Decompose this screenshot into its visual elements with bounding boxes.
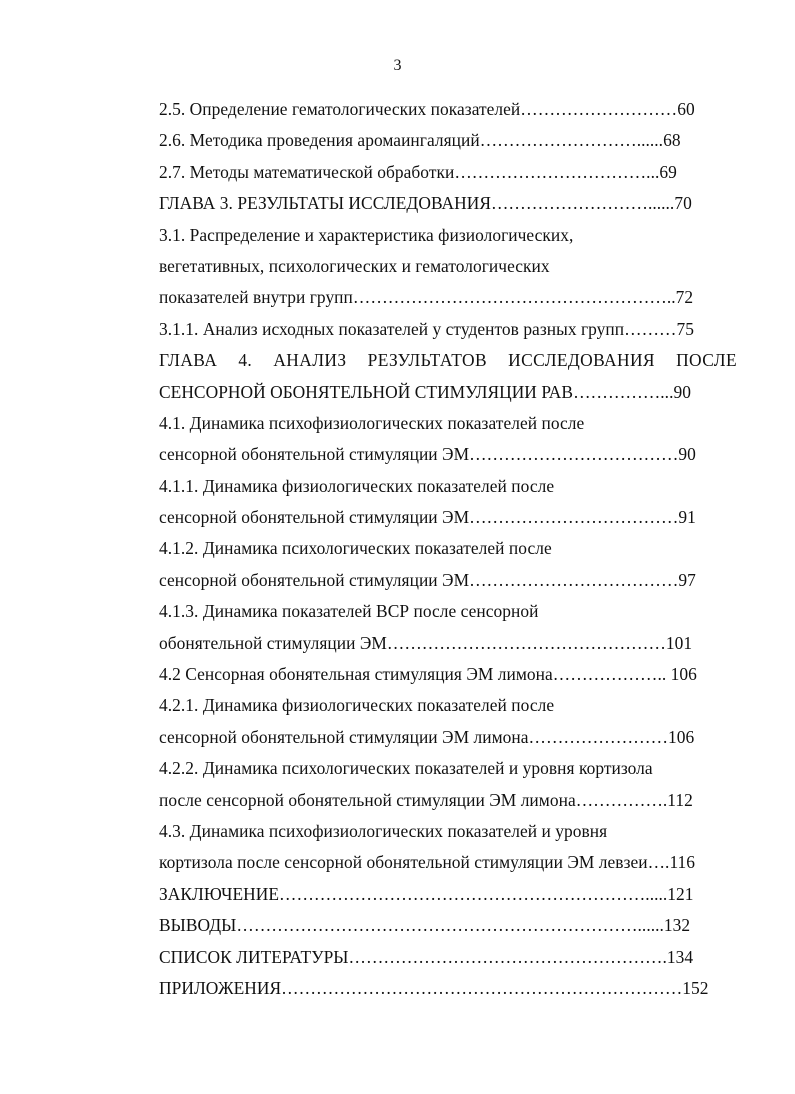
toc-entry: показателей внутри групп………………………………………………..72	[159, 287, 694, 308]
toc-entry: ГЛАВА 4. АНАЛИЗ РЕЗУЛЬТАТОВ ИССЛЕДОВАНИЯ ПОСЛЕ	[159, 350, 737, 371]
toc-entry: 2.7. Методы математической обработки……………………………...69	[159, 161, 677, 182]
toc-entry: сенсорной обонятельной стимуляции ЭМ………………………………91	[159, 507, 696, 528]
toc-entry: 2.6. Методика проведения аромаингаляций………………………......68	[159, 130, 681, 151]
table-of-contents	[159, 94, 737, 1004]
toc-entry: ВЫВОДЫ……………………………………………………………......132	[159, 915, 691, 936]
toc-entry: обонятельной стимуляции ЭМ…………………………………………101	[159, 632, 693, 653]
toc-entry: вегетативных, психологических и гематологических	[159, 255, 550, 276]
toc-entry: 3.1. Распределение и характеристика физиологических,	[159, 224, 574, 245]
toc-entry: кортизола после сенсорной обонятельной стимуляции ЭМ левзеи….116	[159, 852, 696, 873]
toc-entry: 3.1.1. Анализ исходных показателей у студентов разных групп………75	[159, 318, 694, 339]
toc-entry: 4.1.2. Динамика психологических показателей после	[159, 538, 552, 559]
toc-entry: 4.1.1. Динамика физиологических показателей после	[159, 475, 555, 496]
toc-entry: ПРИЛОЖЕНИЯ……………………………………………………………152	[159, 977, 709, 998]
toc-entry: после сенсорной обонятельной стимуляции ЭМ лимона…………….112	[159, 789, 693, 810]
toc-entry: сенсорной обонятельной стимуляции ЭМ………………………………90	[159, 444, 696, 465]
page-number: 3	[393, 57, 402, 74]
toc-entry: 4.3. Динамика психофизиологических показателей и уровня	[159, 820, 608, 841]
toc-entry: 4.2 Сенсорная обонятельная стимуляция ЭМ лимона……………….. 106	[159, 664, 697, 685]
toc-entry: ГЛАВА 3. РЕЗУЛЬТАТЫ ИССЛЕДОВАНИЯ………………………......70	[159, 193, 692, 214]
toc-entry: 4.2.2. Динамика психологических показателей и уровня кортизола	[159, 758, 653, 779]
toc-entry: 4.1.3. Динамика показателей ВСР после сенсорной	[159, 601, 539, 622]
toc-entry: 2.5. Определение гематологических показателей………………………60	[159, 99, 695, 119]
toc-entry: 4.2.1. Динамика физиологических показателей после	[159, 695, 555, 716]
toc-entry: 4.1. Динамика психофизиологических показателей после	[159, 412, 585, 433]
toc-entry: сенсорной обонятельной стимуляции ЭМ………………………………97	[159, 569, 696, 590]
toc-entry: СЕНСОРНОЙ ОБОНЯТЕЛЬНОЙ СТИМУЛЯЦИИ РАВ……………...90	[159, 381, 691, 402]
toc-entry: СПИСОК ЛИТЕРАТУРЫ……………………………………………….134	[159, 946, 694, 967]
toc-entry: ЗАКЛЮЧЕНИЕ……………………………………………………….....121	[159, 883, 694, 904]
toc-entry: сенсорной обонятельной стимуляции ЭМ лимона……………………106	[159, 726, 695, 747]
